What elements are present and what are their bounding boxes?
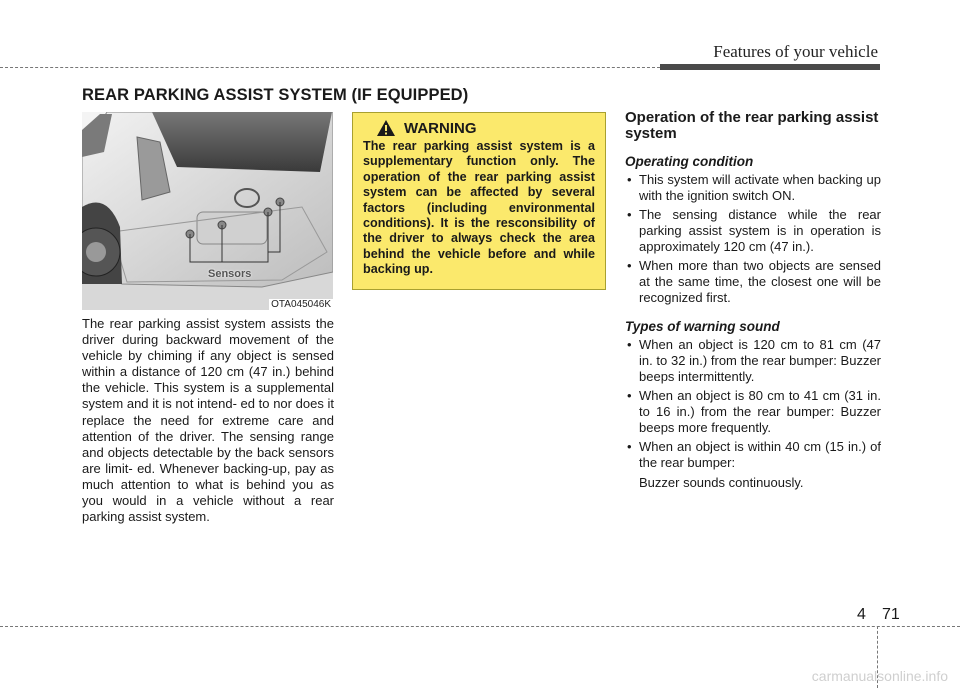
condition-list	[625, 172, 881, 306]
figure-code: OTA045046K	[271, 299, 331, 310]
intro-paragraph: The rear parking assist system assists the driver during backward movement of the vehicle by chiming if any object is sensed within a distance of 120 cm (47 in.) behind the vehicle. This system is a supplemental system and it is not intend- ed to nor does it replace the need for extreme care and attention of the driver. The sensing range and objects detectable by the back sensors are limit- ed. Whenever backing-up, pay as much attention to what is behind you as you would in a vehicle without a rear parking assist system.	[82, 316, 334, 525]
list-item: • When more than two objects are sensed at the same time, the closest one will be recognized first.	[625, 258, 881, 306]
list-item: • The sensing distance while the rear parking assist system is in operation is approximately 120 cm (47 in.).	[625, 207, 881, 255]
warning-triangle-icon	[376, 119, 396, 137]
warning-types-title: Types of warning sound	[625, 319, 780, 334]
operation-title: Operation of the rear parking assist system	[625, 109, 879, 142]
warning-title: WARNING	[404, 119, 477, 137]
list-item: • When an object is 120 cm to 81 cm (47 in. to 32 in.) from the rear bumper: Buzzer beeps intermittently.	[625, 337, 881, 385]
list-item-text: When an object is within 40 cm (15 in.) of the rear bumper:	[639, 439, 881, 470]
vehicle-rear-illustration	[82, 112, 333, 310]
list-item	[625, 439, 881, 491]
warning-box	[352, 112, 606, 290]
footer-rule	[0, 626, 960, 627]
vehicle-figure	[82, 112, 333, 310]
header-bar	[660, 64, 880, 70]
warning-types-list	[625, 337, 881, 491]
sensors-label: Sensors	[208, 268, 252, 280]
watermark: carmanualsonline.info	[811, 668, 948, 684]
header-rule	[0, 67, 660, 68]
list-item: • When an object is 80 cm to 41 cm (31 in. to 16 in.) from the rear bumper: Buzzer beeps more frequently.	[625, 388, 881, 436]
continuous-buzzer-line: Buzzer sounds continuously.	[639, 475, 804, 490]
operation-column	[625, 110, 881, 494]
warning-text: The rear parking assist system is a supplementary function only. The operation of the rear parking assist system can be affected by several factors (including environmental conditions). It is the resconsibility of the driver to always check the area behind the vehicle before and while backing up.	[363, 139, 595, 277]
section-title: REAR PARKING ASSIST SYSTEM (IF EQUIPPED)	[82, 86, 469, 104]
operating-condition-title: Operating condition	[625, 154, 754, 169]
chapter-number: 4	[857, 606, 866, 623]
page-number: 71	[882, 606, 900, 623]
header-title: Features of your vehicle	[713, 42, 878, 61]
warning-header	[376, 119, 595, 137]
list-item: • This system will activate when backing up with the ignition switch ON.	[625, 172, 881, 204]
